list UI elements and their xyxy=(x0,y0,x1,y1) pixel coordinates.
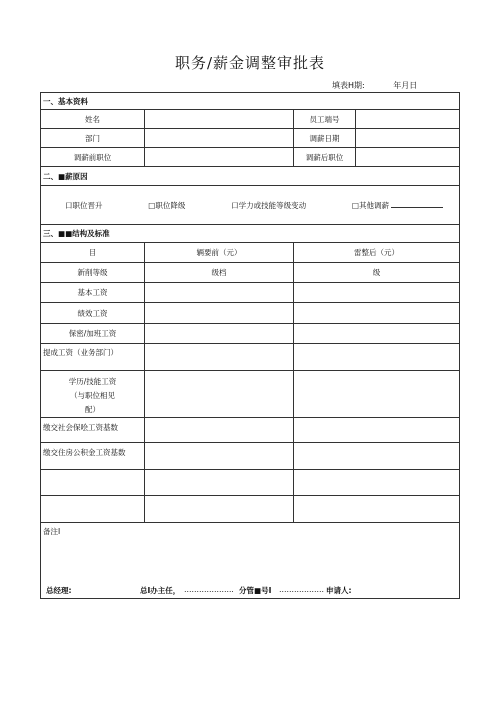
row-after-value[interactable] xyxy=(294,443,460,470)
employee-no-value[interactable] xyxy=(356,110,460,129)
row-label: 保密/加班工资 xyxy=(41,324,145,344)
col-after-header: 雷整后（元） xyxy=(294,243,460,263)
reason-other-checkbox[interactable] xyxy=(352,200,443,211)
row-label: 绩效工资 xyxy=(41,303,145,324)
row-after-value[interactable] xyxy=(294,470,460,496)
name-value[interactable] xyxy=(145,110,294,129)
row-after-value[interactable] xyxy=(294,324,460,344)
row-before-value[interactable] xyxy=(145,496,294,523)
row-label: 学历/技能工资（与职位相见配） xyxy=(41,371,145,418)
section1-header: 一、基本资料 xyxy=(41,93,460,110)
row-after-value[interactable] xyxy=(294,303,460,324)
row-before-value[interactable] xyxy=(145,371,294,418)
row-before-value[interactable] xyxy=(145,324,294,344)
fill-date-label: 填表H期: xyxy=(332,81,365,90)
pos-after-value[interactable] xyxy=(356,148,460,167)
pos-after-label: 调薪后职位 xyxy=(294,148,356,167)
name-label: 姓名 xyxy=(41,110,145,129)
row-label: 缴交社会保哙工资基数 xyxy=(41,418,145,443)
office-director-label: 总I办主任， xyxy=(140,586,181,595)
reason-other-label: □其他调薪 xyxy=(351,200,389,210)
reason-options xyxy=(41,186,460,225)
grade-after: 级 xyxy=(294,263,460,283)
pos-before-value[interactable] xyxy=(145,148,294,167)
adjust-date-label: 调薪日期 xyxy=(294,129,356,148)
signature-dots: ……………… xyxy=(279,585,324,594)
grade-before: 级档 xyxy=(145,263,294,283)
row-label: 缴交住房公积金工资基数 xyxy=(41,443,145,470)
fill-date xyxy=(332,80,417,91)
employee-no-label: 员工端号 xyxy=(294,110,356,129)
gm-signature-label: 总经理: xyxy=(46,586,72,595)
reason-other-blank[interactable] xyxy=(391,200,443,208)
remarks-label: 备注I xyxy=(43,527,61,536)
row-before-value[interactable] xyxy=(145,303,294,324)
section3-header: 三、■■结构及标准 xyxy=(41,225,460,243)
reason-skill-change-checkbox[interactable]: 口学力或技能等级变动 xyxy=(231,200,307,210)
row-label: 基本工资 xyxy=(41,283,145,303)
grade-label: 新削等级 xyxy=(41,263,145,283)
signature-dots: ……………….. xyxy=(184,585,234,594)
section2-header: 二、■薪原因 xyxy=(41,167,460,186)
reason-promotion-checkbox[interactable]: 口职位晋升 xyxy=(65,200,103,210)
row-before-value[interactable] xyxy=(145,470,294,496)
row-before-value[interactable] xyxy=(145,344,294,371)
supervisor-label: 分管■号I xyxy=(239,586,272,595)
dept-value[interactable] xyxy=(145,129,294,148)
row-after-value[interactable] xyxy=(294,283,460,303)
row-label xyxy=(41,496,145,523)
row-label xyxy=(41,470,145,496)
col-before-header: 辆要前（元） xyxy=(145,243,294,263)
fill-date-ymd: 年月日 xyxy=(393,81,418,90)
applicant-label: 申请人: xyxy=(326,586,352,595)
form-title: 职务/薪金调整审批表 xyxy=(174,54,326,72)
row-before-value[interactable] xyxy=(145,283,294,303)
col-item-header: 目 xyxy=(41,243,145,263)
dept-label: 部门 xyxy=(41,129,145,148)
adjust-date-value[interactable] xyxy=(356,129,460,148)
row-after-value[interactable] xyxy=(294,496,460,523)
reason-demotion-checkbox[interactable]: □职位降级 xyxy=(148,200,186,210)
row-after-value[interactable] xyxy=(294,344,460,371)
row-before-value[interactable] xyxy=(145,418,294,443)
pos-before-label: 调薪前职位 xyxy=(41,148,145,167)
row-before-value[interactable] xyxy=(145,443,294,470)
row-label: 提成工资（业务部门） xyxy=(41,344,145,371)
row-after-value[interactable] xyxy=(294,418,460,443)
approval-form-table xyxy=(40,92,460,599)
row-after-value[interactable] xyxy=(294,371,460,418)
